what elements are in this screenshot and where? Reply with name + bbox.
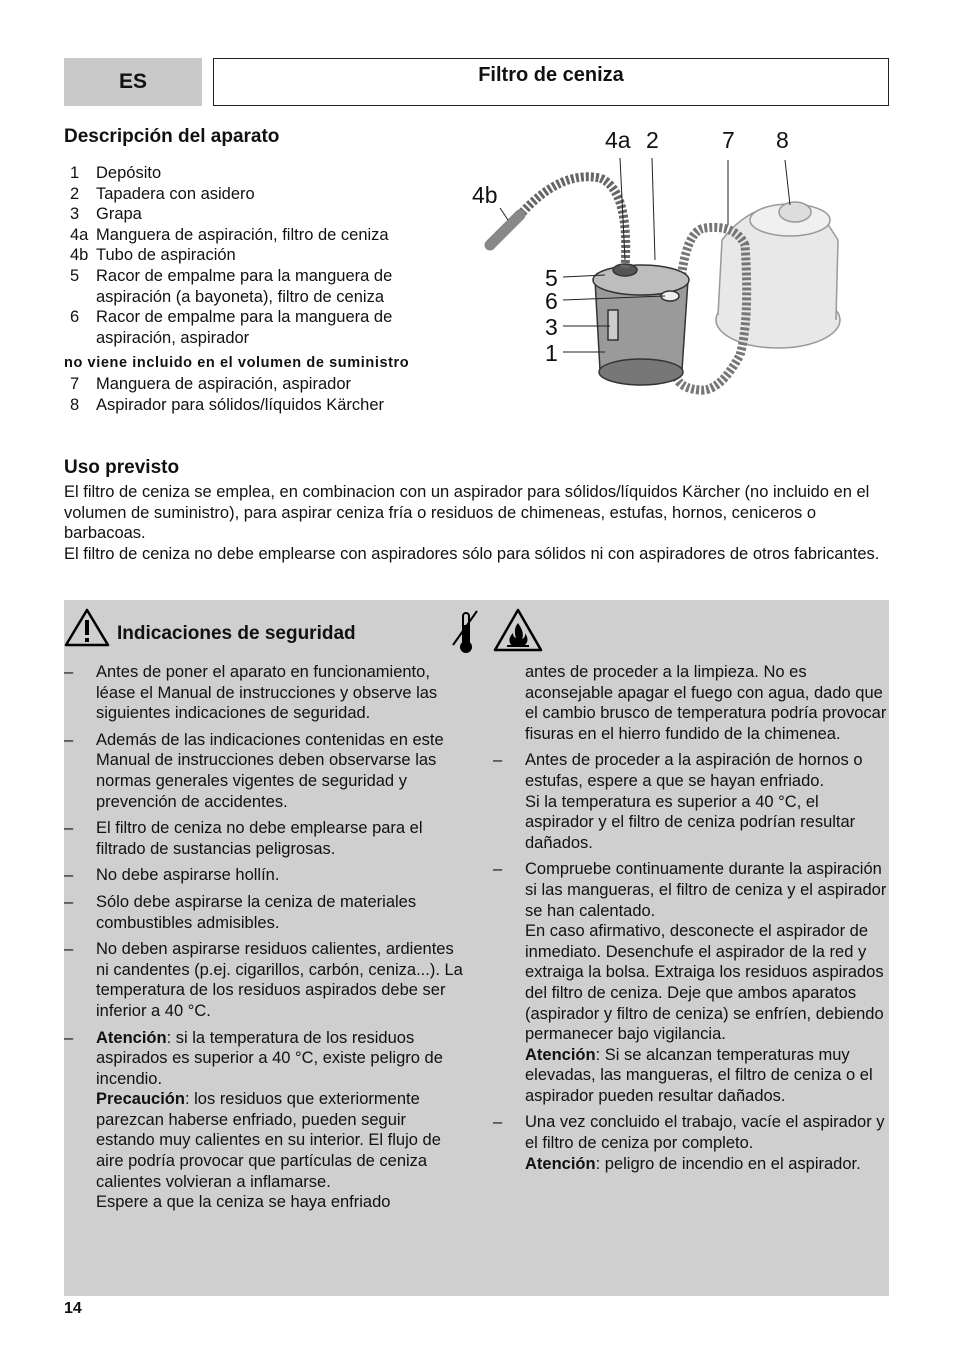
part-item: 4a Manguera de aspiración, filtro de ceniza [70,225,389,244]
label-2: 2 [646,127,659,153]
not-included-note: no viene incluido en el volumen de suministro [64,355,410,372]
label-4a: 4a [605,127,631,153]
safety-item-continued: antes de proceder a la limpieza. No es aconsejable apagar el fuego con agua, dado que el cambio brusco de temperatura podría provocar fisuras en el hierro fundido de la chimenea. [525,663,887,743]
part-item: 7 Manguera de aspiración, aspirador [70,375,351,394]
label-4b: 4b [472,182,498,208]
filter-hose-drawing [520,177,626,268]
label-8: 8 [776,127,789,153]
safety-right-column [493,662,889,1180]
label-7: 7 [722,127,735,153]
safety-item: – Antes de poner el aparato en funcionamiento, léase el Manual de instrucciones y observe las siguientes indicaciones de seguridad. [64,663,438,723]
intended-use-paragraph-2: El filtro de ceniza no debe emplearse con aspiradores sólo para sólidos ni con aspiradores de otros fabricantes. [64,545,880,563]
page-number: 14 [64,1300,82,1317]
label-5: 5 [545,265,558,291]
atencion-label: Atención [96,1028,167,1047]
part-item: 1 Depósito [70,164,162,182]
safety-item: – Compruebe continuamente durante la aspiración si las mangueras, el filtro de ceniza y el aspirador se han calentado. En caso afirmativo, desconecte el aspirador de inmediato. Desenchufe el aspirador de la red y extraiga la bolsa. Extraiga los residuos aspirados del filtro de ceniza. Deje que ambos aparatos (aspirador y filtro de ceniza) se enfríen, debiendo permanecer bajo vigilancia. Atención: Si se alcanzan temperaturas muy elevadas, las mangueras, el filtro de ceniza o el aspirador pueden resultar dañados. [493,860,887,1105]
page-title: Filtro de ceniza [478,64,624,86]
intended-use-heading: Uso previsto [64,457,180,478]
part-item: 2 Tapadera con asidero [70,184,255,203]
safety-heading: Indicaciones de seguridad [117,623,356,644]
safety-item: – Una vez concluido el trabajo, vacíe el aspirador y el filtro de ceniza por completo. Atención: peligro de incendio en el aspirador. [493,1113,885,1173]
suction-tube-drawing [490,215,520,245]
safety-left-column [64,662,464,1219]
safety-item: – Además de las indicaciones contenidas en este Manual de instrucciones deben observarse las normas generales vigentes de seguridad y prevención de accidentes. [64,730,444,811]
language-label: ES [118,70,147,93]
description-heading: Descripción del aparato [64,126,280,147]
intended-use-paragraph-1: El filtro de ceniza se emplea, en combinacion con un aspirador para sólidos/líquidos Kärcher (no incluido en el volumen de suministro), para aspirar ceniza fría o residuos de chimeneas, estufas, hornos, ceniceros o barbacoas. [64,483,870,543]
safety-item: – No deben aspirarse residuos calientes, ardientes ni candentes (p.ej. cigarillos, carbón, ceniza...). La temperatura de los residuos aspirados debe ser inferior a 40 °C. [64,940,463,1020]
warning-triangle-icon [64,607,110,647]
fire-hazard-icon [492,607,544,653]
part-item: 6 Racor de empalme para la manguera de aspiración, aspirador [70,308,393,347]
label-6: 6 [545,288,558,314]
safety-item: – Antes de proceder a la aspiración de hornos o estufas, espere a que se hayan enfriado. Si la temperatura es superior a 40 °C, el aspirador y el filtro de ceniza podrían resultar dañados. [493,751,863,852]
safety-item: – No debe aspirarse hollín. [64,866,280,885]
label-1: 1 [545,340,558,366]
ash-container-drawing [593,264,689,385]
precaucion-label: Precaución [96,1090,185,1109]
part-item: 8 Aspirador para sólidos/líquidos Kärcher [70,395,384,414]
hot-temperature-icon [447,607,487,657]
ash-filter-illustration [460,120,890,420]
part-item: 5 Racor de empalme para la manguera de aspiración (a bayoneta), filtro de ceniza [70,266,393,306]
vacuum-cleaner-drawing [716,202,840,348]
safety-item: – El filtro de ceniza no debe emplearse para el filtrado de sustancias peligrosas. [64,819,423,858]
safety-item: – Atención: si la temperatura de los residuos aspirados es superior a 40 °C, existe peligro de incendio. Precaución: los residuos que exteriormente parezcan haberse enfriado, pueden seguir estando muy calientes en su interior. El flujo de aire podría provocar que partículas de ceniza calientes volvieran a inflamarse. Espere a que la ceniza se haya enfriado [64,1028,443,1212]
label-3: 3 [545,314,558,340]
parts-list [64,163,434,416]
safety-item: – Sólo debe aspirarse la ceniza de materiales combustibles admisibles. [64,892,417,932]
part-item: 4b Tubo de aspiración [70,246,236,265]
part-item: 3 Grapa [70,205,142,224]
